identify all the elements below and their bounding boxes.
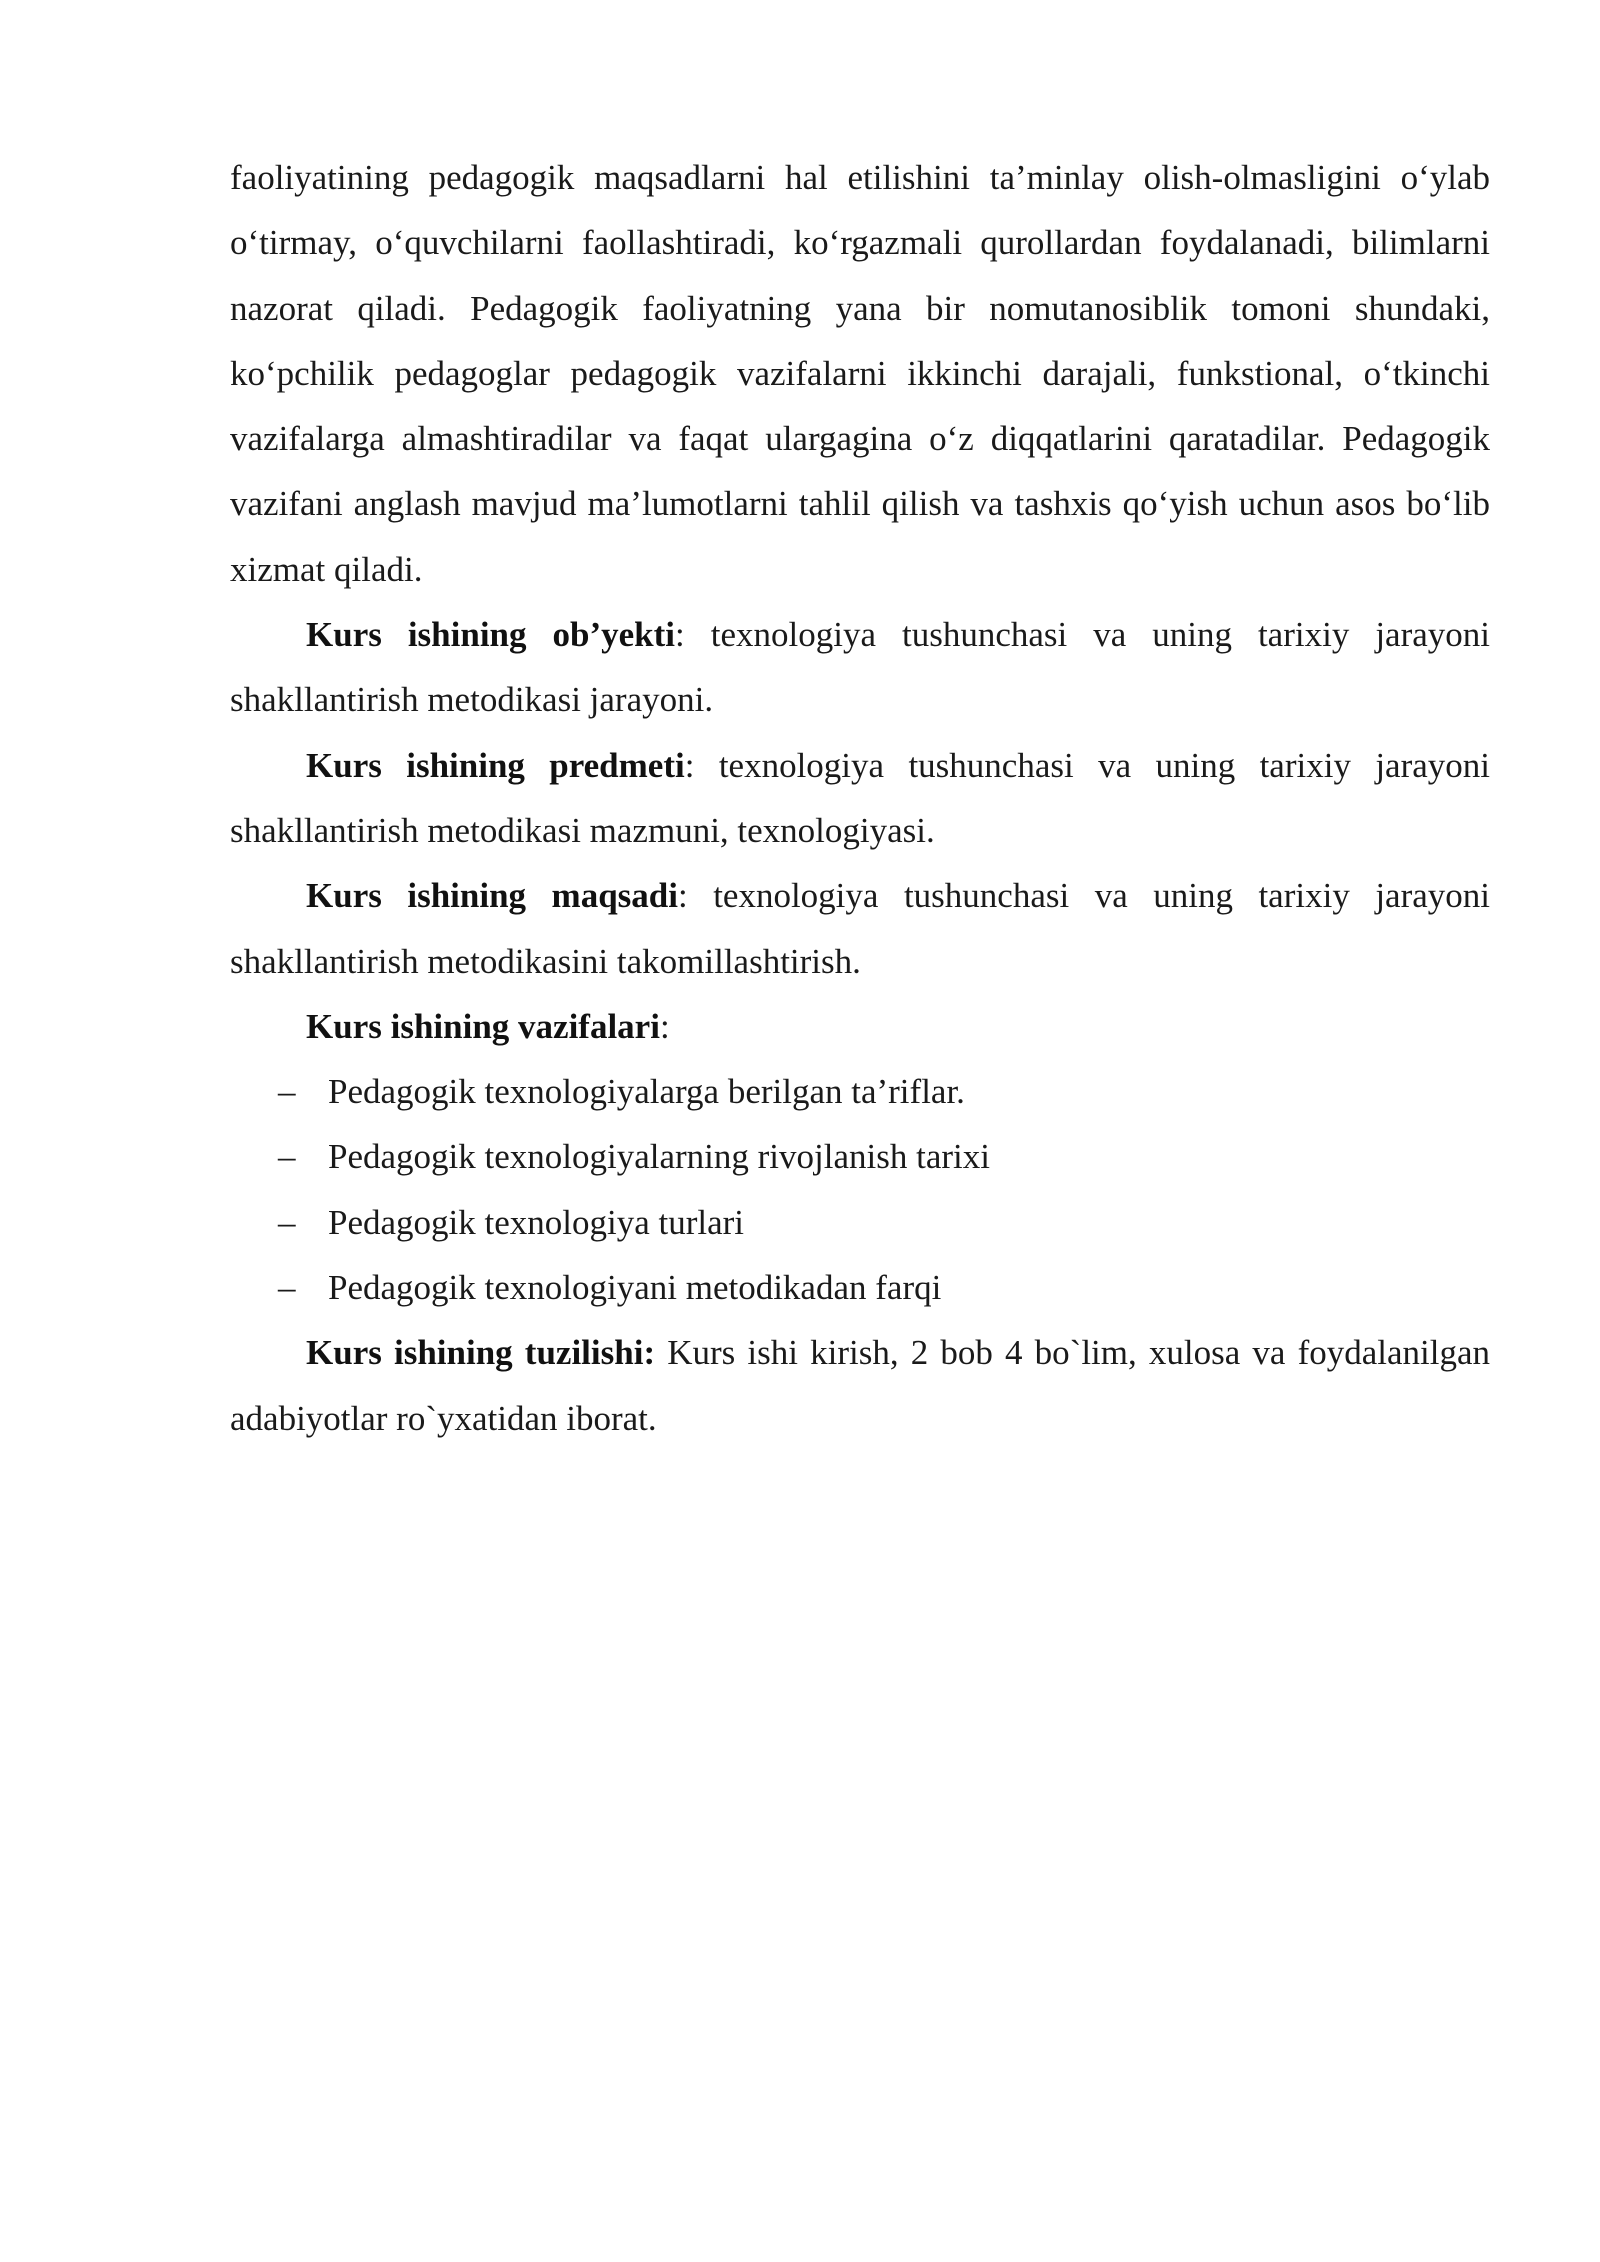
structure-paragraph bbox=[230, 1320, 1490, 1451]
subject-label: Kurs ishining predmeti bbox=[306, 745, 685, 785]
dash-bullet: – bbox=[278, 1137, 296, 1177]
tasks-heading bbox=[230, 994, 1490, 1059]
subject-text: texnologiya tushunchasi va uning tarixiy jarayoni shakllantirish metodikasi mazmuni, texnologiyasi. bbox=[230, 745, 1490, 850]
list-item-text: Pedagogik texnologiyalarga berilgan ta’riflar. bbox=[328, 1072, 965, 1112]
goal-label: Kurs ishining maqsadi bbox=[306, 876, 678, 916]
list-item bbox=[230, 1059, 1490, 1124]
dash-bullet: – bbox=[278, 1072, 296, 1112]
object-text: texnologiya tushunchasi va uning tarixiy jarayoni shakllantirish metodikasi jarayoni. bbox=[230, 615, 1490, 720]
object-paragraph bbox=[230, 602, 1490, 733]
list-item bbox=[230, 1190, 1490, 1255]
subject-separator: : bbox=[684, 745, 695, 785]
structure-label: Kurs ishining tuzilishi: bbox=[306, 1333, 656, 1373]
goal-text: texnologiya tushunchasi va uning tarixiy jarayoni shakllantirish metodikasini takomillashtirish. bbox=[230, 876, 1490, 981]
tasks-label: Kurs ishining vazifalari bbox=[306, 1006, 660, 1046]
list-item bbox=[230, 1124, 1490, 1189]
intro-paragraph: faoliyatining pedagogik maqsadlarni hal etilishini ta’minlay olish-olmasligini o‘ylab o‘tirmay, o‘quvchilarni faollashtiradi, ko‘rgazmali qurollardan foydalanadi, bilimlarni nazorat qiladi. Pedagogik faoliyatning yana bir nomutanosiblik tomoni shundaki, ko‘pchilik pedagoglar pedagogik vazifalarni ikkinchi darajali, funkstional, o‘tkinchi vazifalarga almashtiradilar va faqat ulargagina o‘z diqqatlarini qaratadilar. Pedagogik vazifani anglash mavjud ma’lumotlarni tahlil qilish va tashxis qo‘yish uchun asos bo‘lib xizmat qiladi. bbox=[230, 158, 1490, 589]
goal-separator: : bbox=[677, 876, 688, 916]
goal-paragraph bbox=[230, 863, 1490, 994]
list-item-text: Pedagogik texnologiya turlari bbox=[328, 1202, 745, 1242]
structure-text: Kurs ishi kirish, 2 bob 4 bo`lim, xulosa va foydalanilgan adabiyotlar ro`yxatidan iborat. bbox=[230, 1333, 1490, 1438]
list-item-text: Pedagogik texnologiyani metodikadan farqi bbox=[328, 1268, 942, 1308]
object-label: Kurs ishining ob’yekti bbox=[306, 615, 676, 655]
tasks-list bbox=[230, 1059, 1490, 1320]
subject-paragraph bbox=[230, 733, 1490, 864]
tasks-separator: : bbox=[659, 1006, 670, 1046]
document-body bbox=[230, 145, 1490, 1451]
dash-bullet: – bbox=[278, 1268, 296, 1308]
list-item bbox=[230, 1255, 1490, 1320]
dash-bullet: – bbox=[278, 1202, 296, 1242]
object-separator: : bbox=[675, 615, 685, 655]
list-item-text: Pedagogik texnologiyalarning rivojlanish tarixi bbox=[328, 1137, 990, 1177]
